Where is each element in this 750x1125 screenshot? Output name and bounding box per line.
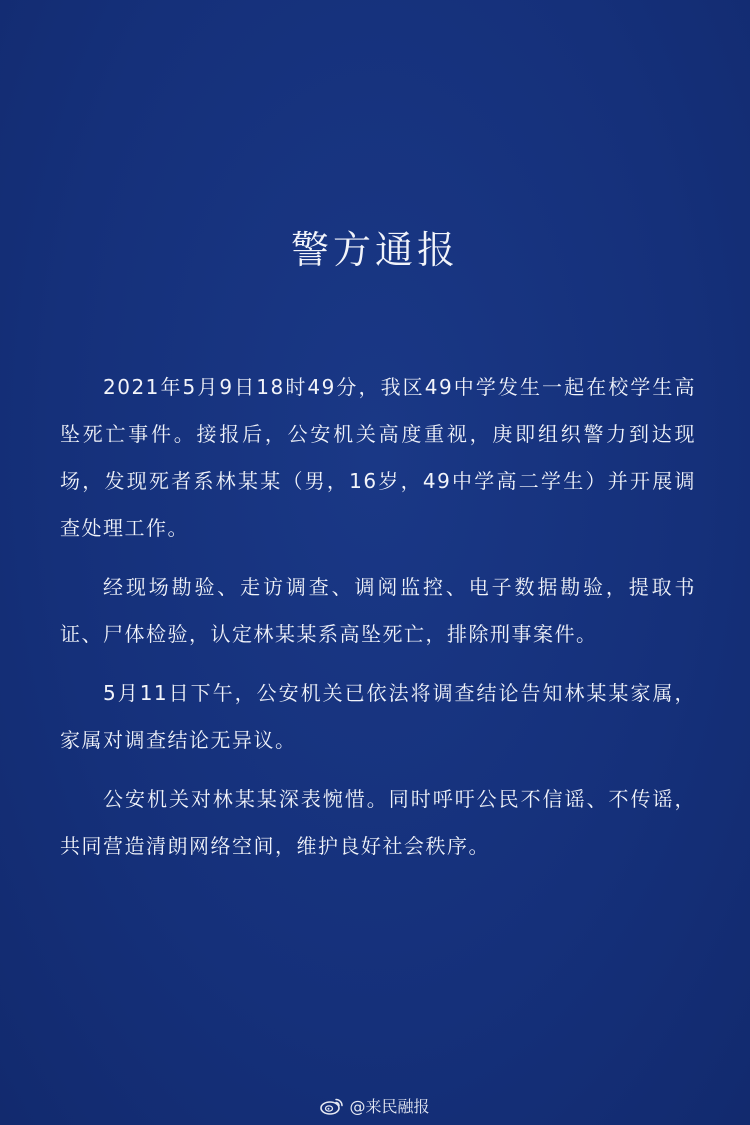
- source-watermark: [0, 1094, 750, 1117]
- watermark-text: @来民融报: [349, 1097, 430, 1116]
- notice-paragraph: 5月11日下午，公安机关已依法将调查结论告知林某某家属，家属对调查结论无异议。: [60, 681, 696, 752]
- notice-paragraph: 公安机关对林某某深表惋惜。同时呼吁公民不信谣、不传谣，共同营造清朗网络空间，维护良好社会秩序。: [60, 787, 696, 858]
- notice-paragraph: 2021年5月9日18时49分，我区49中学发生一起在校学生高坠死亡事件。接报后，公安机关高度重视，庚即组织警力到达现场，发现死者系林某某（男，16岁，49中学高二学生）并开展调查处理工作。: [60, 375, 696, 540]
- notice-paragraph: 经现场勘验、走访调查、调阅监控、电子数据勘验，提取书证、尸体检验，认定林某某系高坠死亡，排除刑事案件。: [60, 575, 696, 646]
- weibo-icon: [320, 1097, 344, 1115]
- notice-body: [60, 364, 696, 882]
- notice-title: 警方通报: [290, 228, 459, 272]
